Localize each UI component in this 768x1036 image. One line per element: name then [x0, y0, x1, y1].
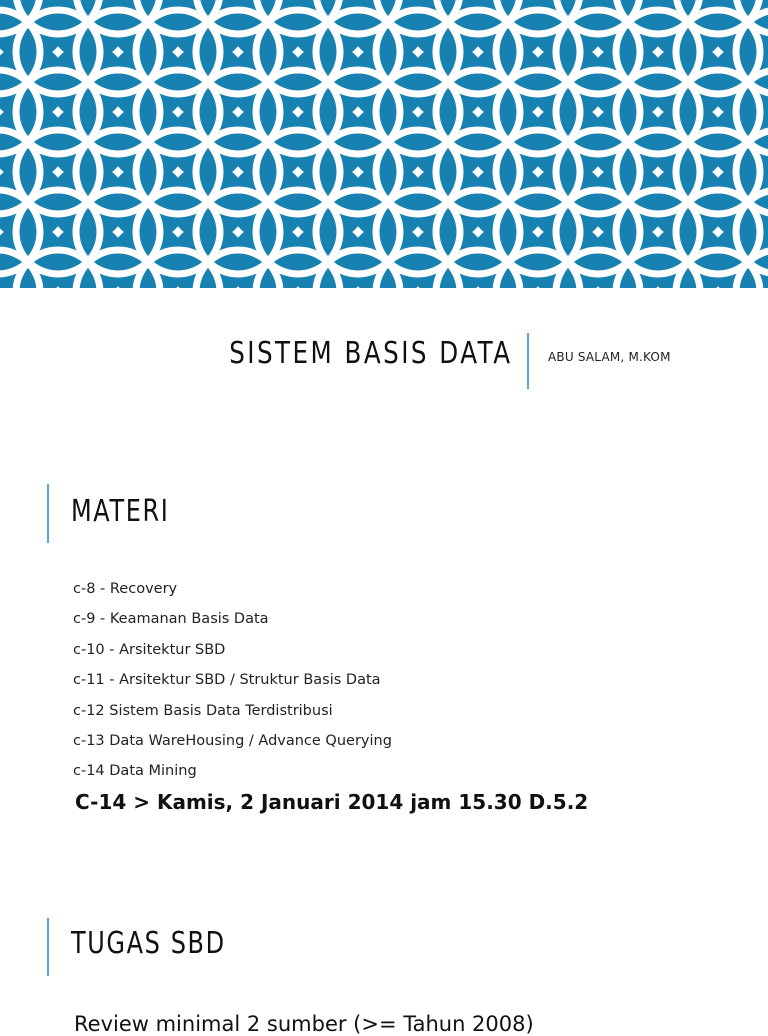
list-item: c-13 Data WareHousing / Advance Querying: [73, 732, 392, 749]
tugas-section: [0, 918, 768, 1036]
list-item: c-11 - Arsitektur SBD / Struktur Basis Data: [73, 672, 381, 689]
list-item: c-10 - Arsitektur SBD: [73, 641, 226, 658]
topic-list: [73, 578, 392, 791]
section-accent-bar: [47, 484, 49, 543]
title-divider: [527, 333, 529, 389]
materi-heading: MATERI: [71, 494, 170, 529]
slide-title: SISTEM BASIS DATA: [228, 336, 512, 371]
list-item: c-12 Sistem Basis Data Terdistribusi: [73, 702, 333, 719]
list-item: c-9 - Keamanan Basis Data: [73, 611, 269, 628]
author-name: ABU SALAM, M.KOM: [548, 350, 671, 364]
exam-schedule-note: C-14 > Kamis, 2 Januari 2014 jam 15.30 D.5.2: [75, 790, 589, 814]
list-item: c-8 - Recovery: [73, 581, 178, 597]
circle-pattern-graphic: [0, 0, 768, 288]
list-item: c-14 Data Mining: [73, 763, 197, 780]
decorative-banner: [0, 0, 768, 288]
materi-section: [0, 484, 768, 884]
title-slide: [0, 288, 768, 438]
section-accent-bar: [47, 918, 49, 976]
tugas-heading: TUGAS SBD: [71, 926, 226, 961]
tugas-text: Review minimal 2 sumber (>= Tahun 2008): [74, 1012, 534, 1036]
